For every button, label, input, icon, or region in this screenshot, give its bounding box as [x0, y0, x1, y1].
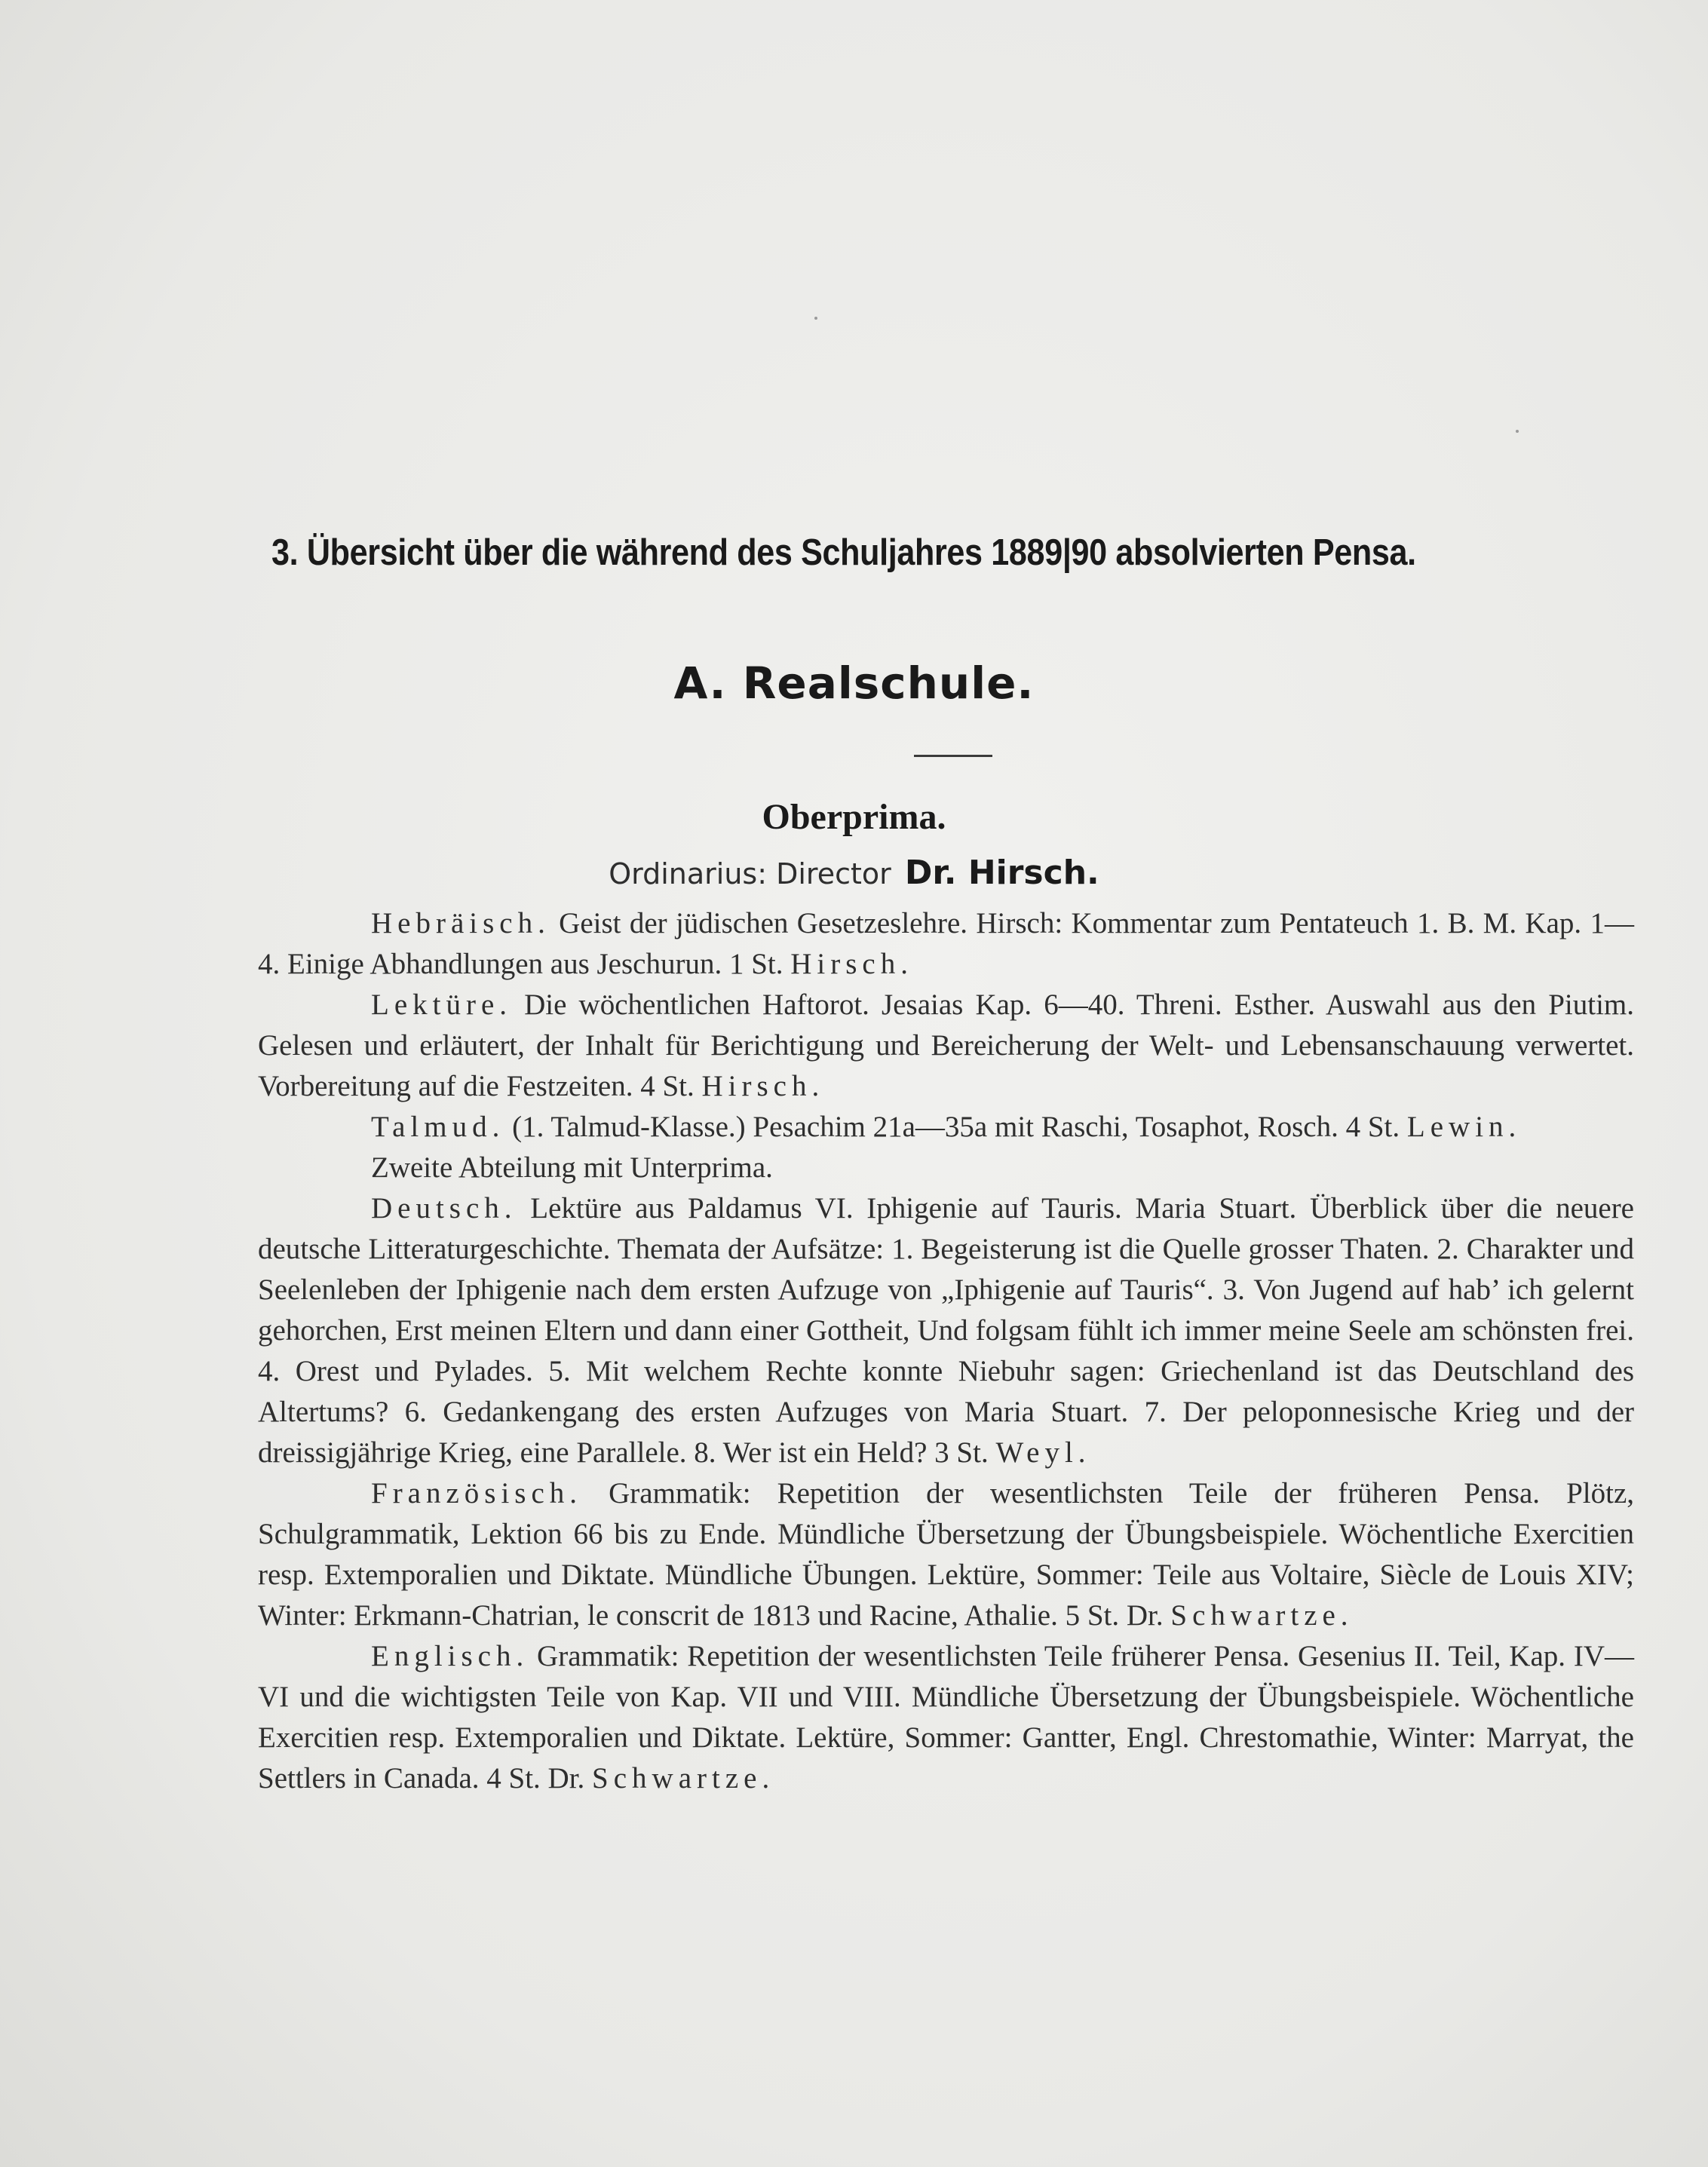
teacher-name: Weyl. — [995, 1436, 1091, 1469]
paragraph-abteilung — [258, 1148, 1634, 1188]
teacher-name: Schwartze. — [1170, 1599, 1354, 1632]
bleed-through-shadow — [1244, 173, 1621, 264]
paragraph-text: Lektüre aus Paldamus VI. Iphigenie auf Tauris. Maria Stuart. Überblick über die neuere deutsche Litteraturgeschichte. Themata der Aufsätze: 1. Begeisterung ist die Quelle grosser Thaten. 2. Charakter und Seelenleben der Iphigenie nach dem ersten Aufzuge von „Iphigenie auf Tauris“. 3. Von Jugend auf hab’ ich gelernt gehorchen, Erst meinen Eltern und dann einer Gottheit, Und folgsam fühlt ich immer meine Seele am schönsten frei. 4. Orest und Pylades. 5. Mit welchem Rechte konnte Niebuhr sagen: Griechenland ist das Deutschland des Altertums? 6. Gedankengang des ersten Aufzuges von Maria Stuart. 7. Der peloponnesische Krieg und der dreissigjährige Krieg, eine Parallele. 8. Wer ist ein Held? 3 St. — [258, 1192, 1634, 1469]
teacher-name: Lewin. — [1406, 1111, 1522, 1143]
curriculum-body — [258, 903, 1634, 1799]
subject-label: Englisch. — [371, 1640, 529, 1672]
section-heading: 3. Übersicht über die während des Schuljahres 1889|90 absolvierten Pensa. — [271, 532, 1416, 573]
paragraph-text: Grammatik: Repetition der wesentlichsten Teile früherer Pensa. Gesenius II. Teil, Kap. IV—VI und die wichtigsten Teile von Kap. VII und VIII. Mündliche Übersetzung der Übungsbeispiele. Wöchentliche Exercitien resp. Extemporalien und Diktate. Lektüre, Sommer: Gantter, Engl. Chrestomathie, Winter: Marryat, the Settlers in Canada. 4 St. Dr. — [258, 1640, 1634, 1795]
subject-label: Lektüre. — [371, 988, 513, 1021]
paragraph-hebraeisch — [258, 903, 1634, 985]
teacher-name: Hirsch. — [790, 948, 913, 980]
class-title: Oberprima. — [762, 797, 946, 837]
paragraph-lektuere — [258, 985, 1634, 1107]
paragraph-englisch — [258, 1636, 1634, 1799]
paragraph-deutsch — [258, 1188, 1634, 1473]
paragraph-text: Geist der jüdischen Gesetzeslehre. Hirsch: Kommentar zum Pentateuch 1. B. M. Kap. 1—4. Einige Abhandlungen aus Jeschurun. 1 St. — [258, 907, 1634, 980]
subject-label: Talmud. — [371, 1111, 505, 1143]
ordinarius-name: Dr. Hirsch. — [904, 854, 1099, 892]
subject-label: Hebräisch. — [371, 907, 550, 939]
subject-label: Deutsch. — [371, 1192, 517, 1224]
paragraph-franzoesisch — [258, 1473, 1634, 1636]
divider-rule — [914, 755, 992, 757]
school-title: A. Realschule. — [673, 657, 1035, 709]
paragraph-text: Die wöchentlichen Haftorot. Jesaias Kap. 6—40. Threni. Esther. Auswahl aus den Piutim. Gelesen und erläutert, der Inhalt für Berichtigung und Bereicherung der Welt- und Lebensanschauung verwertet. Vorbereitung auf die Festzeiten. 4 St. — [258, 988, 1634, 1102]
paper-speck — [814, 317, 817, 320]
paper-speck — [1516, 430, 1519, 433]
ordinarius-line — [0, 854, 1708, 892]
teacher-name: Hirsch. — [701, 1070, 825, 1102]
subject-label: Französisch. — [371, 1477, 583, 1510]
paragraph-text: (1. Talmud-Klasse.) Pesachim 21a—35a mit Raschi, Tosaphot, Rosch. 4 St. — [504, 1111, 1407, 1143]
paragraph-text: Grammatik: Repetition der wesentlichsten Teile der früheren Pensa. Plötz, Schulgrammatik, Lektion 66 bis zu Ende. Mündliche Übersetzung der Übungsbeispiele. Wöchentliche Exercitien resp. Extemporalien und Diktate. Mündliche Übungen. Lektüre, Sommer: Teile aus Voltaire, Siècle de Louis XIV; Winter: Erkmann-Chatrian, le conscrit de 1813 und Racine, Athalie. 5 St. Dr. — [258, 1477, 1634, 1632]
paragraph-talmud — [258, 1107, 1634, 1148]
teacher-name: Schwartze. — [592, 1762, 775, 1795]
paragraph-text: Zweite Abteilung mit Unterprima. — [371, 1151, 773, 1184]
ordinarius-label: Ordinarius: Director — [609, 857, 891, 890]
